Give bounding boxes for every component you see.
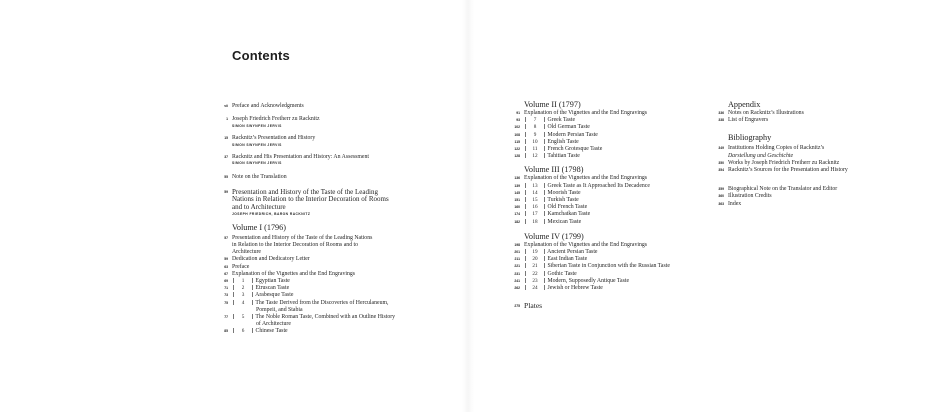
plate-entry: 211 20 East Indian Taste — [514, 256, 588, 263]
plate-number: 4 — [241, 299, 245, 306]
plate-entry: 182 18 Mexican Taste — [514, 218, 582, 225]
plate-number: 2 — [241, 285, 245, 292]
toc-entry: 360 Illustration Credits — [718, 193, 772, 200]
page-number: 59 — [224, 189, 228, 194]
plate-number: 12 — [532, 153, 538, 160]
toc-entry: 63 Preface — [224, 263, 250, 270]
toc-entry: 91 Explanation of the Vignettes and the End Engravings — [516, 110, 648, 116]
plate-number: 19 — [532, 249, 538, 256]
plate-number: 3 — [241, 292, 245, 299]
plate-number: 10 — [532, 138, 538, 145]
toc-entry: 59 Dedication and Dedicatory Letter — [224, 256, 310, 263]
volume-heading: Volume IV (1799) — [524, 231, 584, 241]
plate-number: 13 — [532, 182, 538, 189]
plate-number: 8 — [533, 124, 537, 131]
plate-number: 11 — [532, 146, 538, 153]
volume-heading: Volume I (1796) — [232, 222, 286, 232]
toc-entry: 354 Racknitz’s Sources for the Presentation and History — [718, 167, 848, 174]
plate-entry: 102 8 Old German Taste — [514, 124, 590, 131]
entry-author: SIMON SWYNFEN JERVIS — [232, 123, 282, 128]
entry-title: Joseph Friedrich Freiherr zu Racknitz — [232, 116, 320, 123]
bibliography-heading: Bibliography — [728, 133, 772, 143]
plate-number: 16 — [532, 204, 538, 211]
plate-number: 9 — [533, 131, 537, 138]
toc-entry: 363 Index — [718, 200, 742, 207]
toc-entry: 67 Explanation of the Vignettes and the End Engravings — [224, 270, 356, 277]
plate-entry-cont: Pompeii, and Stabia — [256, 306, 303, 313]
appendix-heading: Appendix — [728, 100, 761, 109]
entry-title: Preface and Acknowledgments — [232, 103, 304, 109]
plate-entry: 262 24 Jewish or Hebrew Taste — [514, 285, 603, 292]
page-title: Contents — [232, 48, 290, 63]
main-work-title: 59 Presentation and History of the Taste of the Leading Nations in Relation to the Interior Decoration of Rooms and to Architecture JOSEPH FRIEDRICH, BARON RACKNITZ — [216, 189, 456, 217]
plates-section — [508, 301, 708, 310]
page-number: 275 — [514, 304, 520, 309]
toc-entry: 198 Explanation of the Vignettes and the End Engravings — [514, 241, 648, 248]
plate-number: 22 — [532, 270, 538, 277]
plate-number: 15 — [532, 197, 538, 204]
page-number: 55 — [224, 175, 228, 180]
plate-entry: 93 7 Greek Taste — [516, 117, 576, 124]
entry-author: SIMON SWYNFEN JERVIS — [232, 161, 282, 166]
toc-entry: 349 Institutions Holding Copies of Racknitz’s — [718, 145, 825, 152]
toc-entry: in Relation to the Interior Decoration of Rooms and to — [232, 242, 359, 248]
plate-entry: 108 9 Modern Persian Taste — [514, 131, 598, 138]
plate-entry: 139 13 Greek Taste as It Approached Its Decadence — [514, 182, 650, 189]
toc-column-right — [712, 100, 922, 208]
book-gutter — [462, 0, 474, 412]
plate-entry: 115 10 English Taste — [514, 138, 579, 145]
plate-number: 1 — [241, 278, 245, 285]
plate-entry: 201 19 Ancient Persian Taste — [514, 249, 598, 256]
toc-entry-cont: Darstellung und Geschichte — [728, 152, 794, 159]
volume-1-list — [216, 235, 456, 336]
plate-entry: 71 2 Etruscan Taste — [224, 285, 290, 292]
plate-entry: 75 4 The Taste Derived from the Discoveries of Herculaneum, — [224, 299, 389, 306]
page-number: vii — [224, 104, 228, 108]
plate-entry: 122 11 French Grotesque Taste — [514, 146, 603, 153]
plate-number: 18 — [532, 218, 538, 225]
plate-number: 21 — [532, 263, 538, 270]
toc-entry: 338 List of Engravers — [718, 117, 769, 124]
toc-entry: 359 Biographical Note on the Translator and Editor — [718, 186, 838, 193]
toc-entry — [216, 116, 456, 129]
toc-entry — [216, 135, 456, 148]
plate-entry: 128 12 Tahitian Taste — [514, 153, 580, 160]
toc-entry: 57 Presentation and History of the Taste of the Leading Nations — [224, 234, 373, 241]
plate-entry: 160 16 Old French Taste — [514, 204, 588, 211]
plates-heading: Plates — [524, 301, 543, 311]
toc-entry: 336 Notes on Racknitz’s Illustrations — [718, 110, 804, 116]
plate-entry: 174 17 Kamchatkan Taste — [514, 211, 591, 218]
plate-number: 17 — [532, 211, 538, 218]
entry-author: SIMON SWYNFEN JERVIS — [232, 142, 282, 147]
toc-entry: 136 Explanation of the Vignettes and the End Engravings — [514, 175, 648, 182]
plate-number: 14 — [532, 189, 538, 196]
entry-title: Racknitz’s Presentation and History — [232, 134, 316, 141]
plate-entry: 73 3 Arabesque Taste — [224, 292, 294, 299]
plate-entry-cont: of Architecture — [256, 321, 291, 328]
entry-title: Note on the Translation — [232, 174, 287, 181]
plate-entry: 69 1 Egyptian Taste — [224, 278, 290, 285]
toc-entry — [216, 154, 456, 167]
entry-author: JOSEPH FRIEDRICH, BARON RACKNITZ — [232, 211, 311, 216]
plate-number: 6 — [241, 328, 245, 335]
page-number: 37 — [224, 154, 228, 159]
plate-entry: 151 15 Turkish Taste — [514, 197, 579, 204]
plate-entry: 231 22 Gothic Taste — [514, 270, 577, 277]
volume-heading: Volume III (1798) — [524, 165, 584, 175]
toc-column-left — [216, 103, 456, 336]
plate-entry: 85 6 Chinese Taste — [224, 328, 288, 335]
plate-entry: 241 23 Modern, Supposedly Antique Taste — [514, 277, 630, 284]
page-number: 15 — [224, 135, 228, 140]
volume-heading: Volume II (1797) — [524, 100, 581, 109]
plate-number: 23 — [532, 277, 538, 284]
toc-entry — [216, 174, 456, 181]
plate-entry: 77 5 The Noble Roman Taste, Combined with an Outline History — [224, 314, 396, 321]
plate-entry: 145 14 Moorish Taste — [514, 189, 581, 196]
plate-number: 7 — [533, 117, 537, 124]
plate-entry: 221 21 Siberian Taste in Conjunction with the Russian Taste — [514, 263, 670, 270]
toc-entry: Architecture — [232, 249, 261, 256]
toc-entry — [216, 103, 456, 110]
plate-number: 5 — [241, 314, 245, 321]
toc-column-middle — [508, 100, 708, 310]
toc-entry: 350 Works by Joseph Friedrich Freiherr zu Racknitz — [718, 159, 840, 166]
plate-number: 24 — [532, 285, 538, 292]
plate-number: 20 — [532, 256, 538, 263]
entry-title: Racknitz and His Presentation and History: An Assessment — [232, 153, 370, 160]
page-number: 1 — [226, 117, 228, 122]
